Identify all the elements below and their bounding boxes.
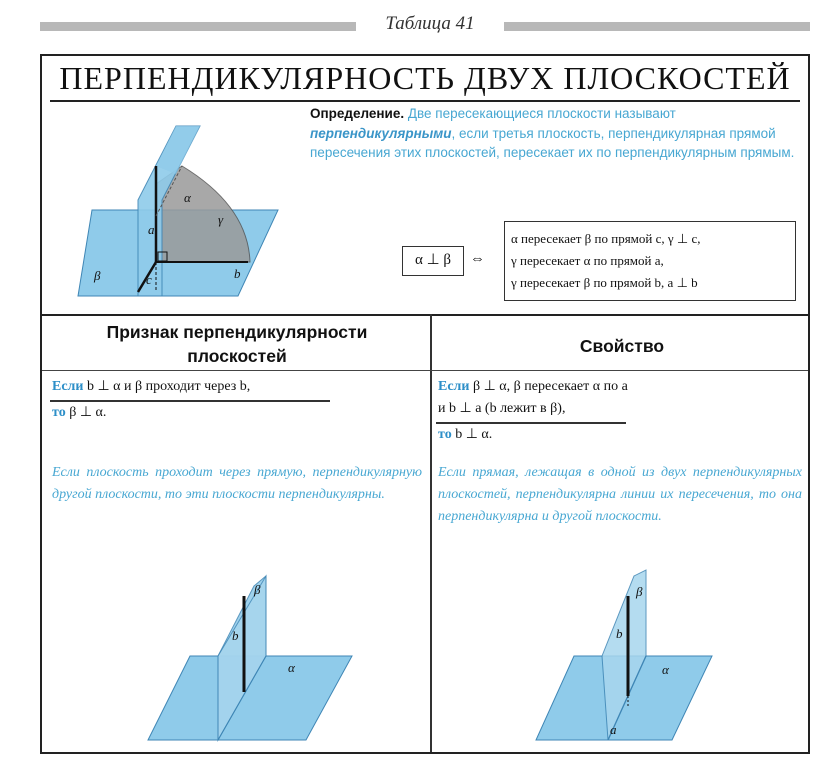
label-a: a	[148, 222, 155, 237]
label-beta: β	[636, 584, 643, 599]
content-frame	[40, 54, 810, 754]
title-divider	[50, 100, 800, 102]
definition-part-2: , если третья плоскость, перпендикулярная прямой пересечения этих плоскостей, пересекает их по перпендикулярным прямым.	[310, 125, 795, 160]
section-divider	[42, 314, 808, 316]
left-column-heading: Признак перпендикулярности плоскостей	[106, 322, 368, 366]
label-a: a	[610, 722, 617, 737]
label-alpha: α	[288, 660, 295, 675]
label-beta: β	[254, 582, 261, 597]
right-then-statement	[438, 424, 808, 446]
column-divider	[430, 314, 432, 752]
left-if-statement	[52, 376, 422, 398]
label-c: c	[146, 272, 152, 287]
right-figure	[532, 556, 722, 748]
left-theorem: Если плоскость проходит через прямую, перпендикулярную другой плоскости, то эти плоскости перпендикулярны.	[52, 465, 422, 502]
header-bar-left	[40, 22, 356, 31]
left-if-text: b ⊥ α и β проходит через b,	[83, 379, 251, 394]
right-column-heading: Свойство	[579, 336, 665, 356]
condition-line: γ пересекает α по прямой a,	[511, 253, 664, 268]
equivalence-left: α ⊥ β	[402, 246, 464, 276]
right-if-statement-2: и b ⊥ a (b лежит в β),	[438, 401, 566, 416]
definition-label: Определение.	[310, 106, 405, 121]
page-title: ПЕРПЕНДИКУЛЯРНОСТЬ ДВУХ ПЛОСКОСТЕЙ	[59, 60, 791, 96]
equivalence-conditions	[504, 221, 796, 301]
label-alpha: α	[184, 190, 191, 205]
left-then-text: β ⊥ α.	[65, 405, 107, 420]
definition-emphasis: перпендикулярными	[310, 125, 452, 141]
definition-part-1: Две пересекающиеся плоскости называют	[407, 106, 676, 121]
left-then-statement	[52, 402, 422, 424]
definition-figure	[52, 116, 302, 306]
right-then-kw: то	[438, 427, 452, 442]
label-alpha: α	[662, 662, 669, 677]
right-theorem: Если прямая, лежащая в одной из двух перпендикулярных плоскостей, перпендикулярна линии их пересечения, то она перпендикулярна и другой плоскости.	[438, 465, 802, 524]
right-if-kw: Если	[438, 379, 470, 394]
left-figure	[142, 556, 362, 748]
label-b: b	[616, 626, 623, 641]
label-gamma: γ	[218, 212, 224, 227]
right-then-text: b ⊥ α.	[451, 427, 493, 442]
definition-text	[310, 104, 800, 163]
left-then-kw: то	[52, 405, 66, 420]
header-bar-right	[504, 22, 810, 31]
right-if-text: β ⊥ α, β пересекает α по a	[469, 379, 628, 394]
label-b: b	[234, 266, 241, 281]
table-number: Таблица 41	[385, 13, 475, 34]
right-if-statement	[438, 376, 808, 398]
heading-divider	[42, 370, 808, 371]
label-beta: β	[94, 268, 101, 283]
condition-line: γ пересекает β по прямой b, a ⊥ b	[511, 275, 698, 290]
equivalence-arrow: ⇔	[470, 251, 485, 267]
condition-line: α пересекает β по прямой c, γ ⊥ c,	[511, 231, 701, 246]
label-b: b	[232, 628, 239, 643]
left-if-kw: Если	[52, 379, 84, 394]
